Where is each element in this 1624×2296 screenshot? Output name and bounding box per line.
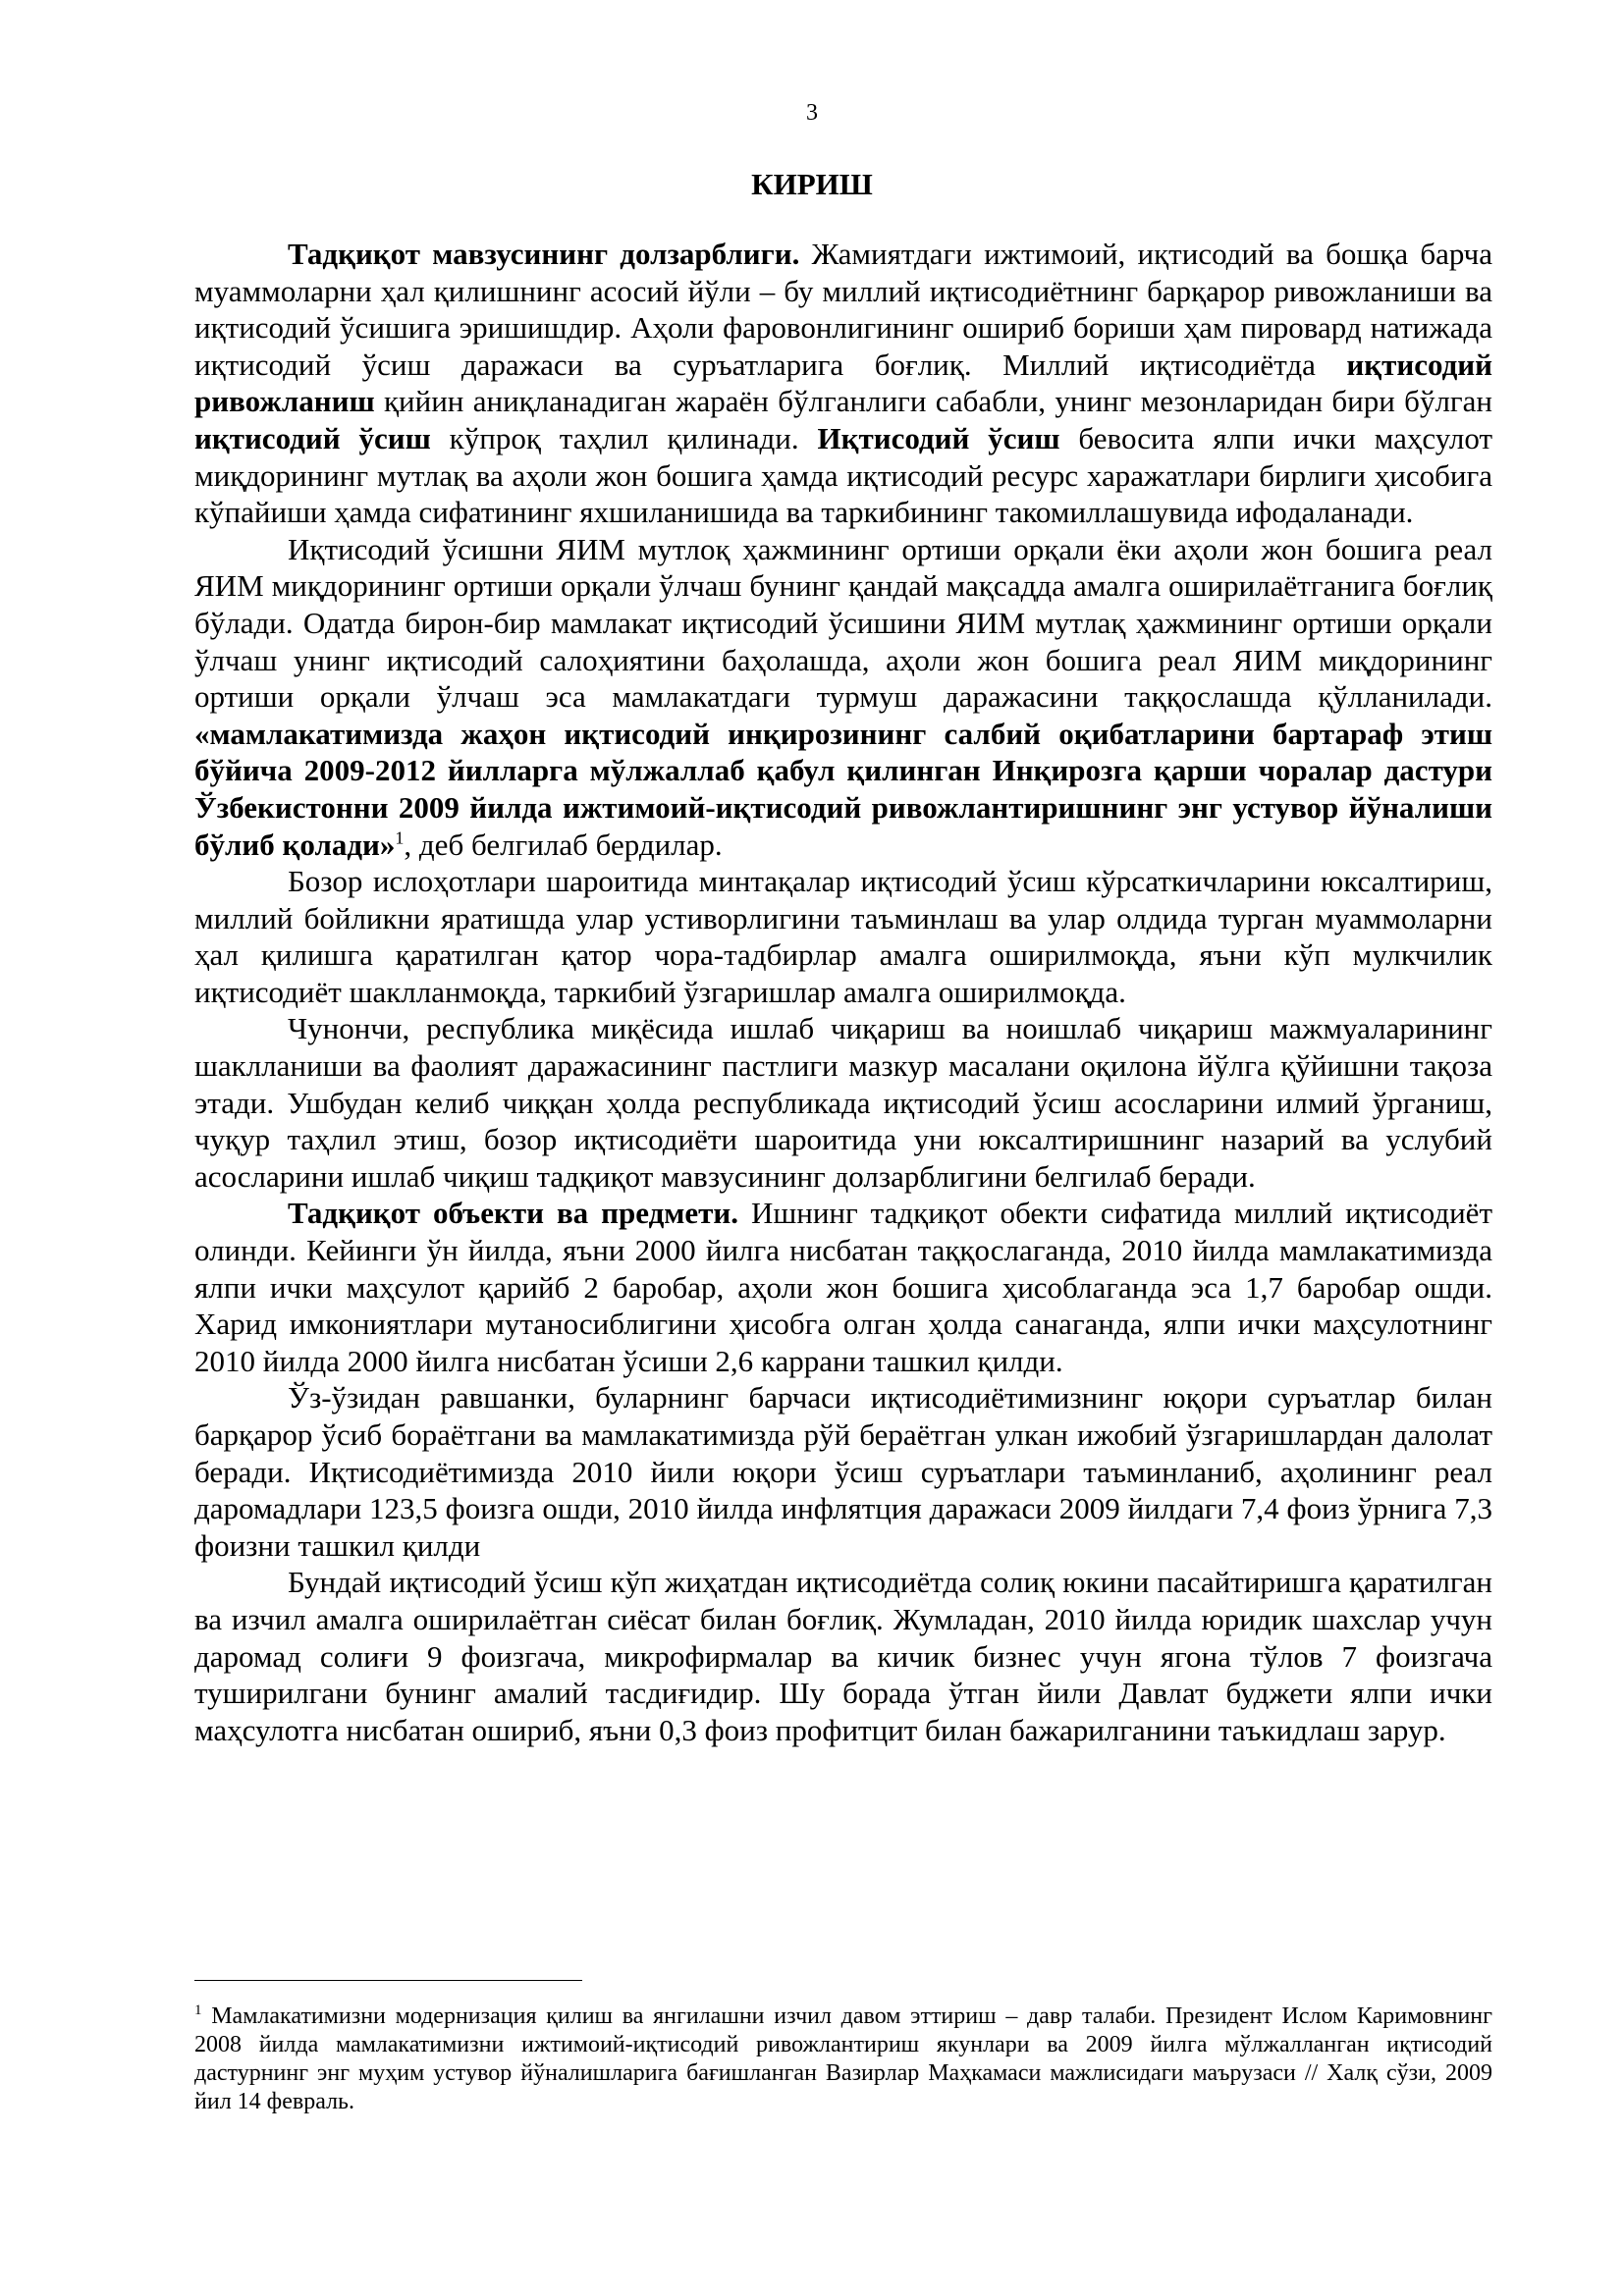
page-number: 3 <box>806 100 818 126</box>
footnote-divider <box>194 1980 582 1981</box>
bold-term: иқтисодий ривожланиш <box>194 347 1492 419</box>
footnote <box>194 2002 1492 2116</box>
bold-term: иқтисодий ўсиш <box>194 420 431 455</box>
paragraph-text: Ишнинг тадқиқот обекти сифатида миллий иқтисодиёт олинди. Кейинги ўн йилда, яъни 2000 йилга нисбатан таққослаганда, 2010 йилда мамлакатимизда ялпи ички маҳсулот қарийб 2 баробар, аҳоли жон бошига ҳисоблаганда эса 1,7 баробар ошди. Харид имкониятлари мутаносиблигини ҳисобга олган ҳолда санаганда, ялпи ички маҳсулотнинг 2010 йилда 2000 йилга нисбатан ўсиши 2,6 каррани ташкил қилди. <box>194 1196 1492 1378</box>
paragraph-object <box>194 1195 1492 1379</box>
paragraph-republic: Чунончи, республика миқёсида ишлаб чиқариш ва ноишлаб чиқариш мажмуаларининг шаклланиши ва фаолият даражасининг пастлиги мазкур масалани оқилона йўлга қўйишни тақоза этади. Ушбудан келиб чиққан ҳолда республикада иқтисодий ўсиш асосларини илмий ўрганиш, чуқур таҳлил этиш, бозор иқтисодиёти шароитида уни юксалтиришнинг назарий ва услубий асосларини ишлаб чиқиш тадқиқот мавзусининг долзарблигини белгилаб беради. <box>194 1011 1492 1194</box>
document-body <box>194 236 1492 1748</box>
bold-term: Иқтисодий ўсиш <box>817 420 1060 455</box>
paragraph-text: кўпроқ таҳлил қилинади. <box>430 420 818 455</box>
paragraph-text: қийин аниқланадиган жараён бўлганлиги сабабли, унинг мезонларидан бири бўлган <box>374 384 1492 419</box>
footnote-reference[interactable]: 1 <box>395 828 405 848</box>
footnote-text: Мамлакатимизни модернизация қилиш ва янгилашни изчил давом эттириш – давр талаби. Президент Ислом Каримовнинг 2008 йилда мамлакатимизни ижтимоий-иқтисодий ривожлантириш якунлари ва 2009 йилга мўлжалланган иқтисодий дастурнинг энг муҳим устувор йўналишларига бағишланган Вазирлар Маҳкамаси мажлисидаги маърузаси // Халқ сўзи, 2009 йил 14 февраль. <box>194 2003 1492 2114</box>
footnote-marker: 1 <box>194 2002 202 2018</box>
paragraph-text: Жамиятдаги ижтимоий, иқтисодий ва бошқа барча муаммоларни ҳал қилишнинг асосий йўли – бу миллий иқтисодиётнинг барқарор ривожланиши ва иқтисодий ўсишига эришишдир. Аҳоли фаровонлигининг ошириб бориши ҳам пировард натижада иқтисодий ўсиш даражаси ва суръатларига боғлиқ. Миллий иқтисодиётда <box>194 237 1492 382</box>
section-title: КИРИШ <box>751 167 873 201</box>
paragraph-text: Иқтисодий ўсишни ЯИМ мутлоқ ҳажмининг ортиши орқали ёки аҳоли жон бошига реал ЯИМ миқдорининг ортиши орқали ўлчаш бунинг қандай мақсадда амалга оширилаётганига боғлиқ бўлади. Одатда бирон-бир мамлакат иқтисодий ўсишини ЯИМ мутлақ ҳажмининг ортиши орқали ўлчаш унинг иқтисодий салоҳиятини баҳолашда, аҳоли жон бошига реал ЯИМ миқдорининг ортиши орқали ўлчаш эса мамлакатдаги турмуш даражасини таққослашда қўлланилади. <box>194 531 1492 715</box>
heading-object: Тадқиқот объекти ва предмети. <box>288 1196 738 1231</box>
bold-quote: «мамлакатимизда жаҳон иқтисодий инқирозининг салбий оқибатларини бартараф этиш бўйича 2009-2012 йилларга мўлжаллаб қабул қилинган Инқирозга қарши чоралар дастури Ўзбекистонни 2009 йилда ижтимоий-иқтисодий ривожлантиришнинг энг устувор йўналиши бўлиб қолади» <box>194 716 1492 862</box>
paragraph-relevance <box>194 236 1492 531</box>
paragraph-text: , деб белгилаб бердилар. <box>404 827 723 862</box>
paragraph-growth: Ўз-ўзидан равшанки, буларнинг барчаси иқтисодиётимизнинг юқори суръатлар билан барқарор ўсиб бораётгани ва мамлакатимизда рўй бераётган улкан ижобий ўзгаришлардан далолат беради. Иқтисодиётимизда 2010 йили юқори ўсиш суръатлари таъминланиб, аҳолининг реал даромадлари 123,5 фоизга ошди, 2010 йилда инфлятция даражаси 2009 йилдаги 7,4 фоиз ўрнига 7,3 фоизни ташкил қилди <box>194 1380 1492 1563</box>
paragraph-text: бевосита ялпи ички маҳсулот миқдорининг мутлақ ва аҳоли жон бошига ҳамда иқтисодий ресурс харажатлари бирлиги ҳисобига кўпайиши ҳамда сифатининг яхшиланишида ва таркибининг такомиллашувида ифодаланади. <box>194 420 1492 530</box>
paragraph-measurement <box>194 531 1492 863</box>
paragraph-tax: Бундай иқтисодий ўсиш кўп жиҳатдан иқтисодиётда солиқ юкини пасайтиришга қаратилган ва изчил амалга оширилаётган сиёсат билан боғлиқ. Жумладан, 2010 йилда юридик шахслар учун даромад солиғи 9 фоизгача, микрофирмалар ва кичик бизнес учун ягона тўлов 7 фоизгача туширилгани бунинг амалий тасдиғидир. Шу борада ўтган йили Давлат буджети ялпи ички маҳсулотга нисбатан ошириб, яъни 0,3 фоиз профитцит билан бажарилганини таъкидлаш зарур. <box>194 1565 1492 1747</box>
heading-relevance: Тадқиқот мавзусининг долзарблиги. <box>288 237 800 271</box>
paragraph-reforms: Бозор ислоҳотлари шароитида минтақалар иқтисодий ўсиш кўрсаткичларини юксалтириш, миллий бойликни яратишда улар устиворлигини таъминлаш ва улар олдида турган муаммоларни ҳал қилишга қаратилган қатор чора-тадбирлар амалга оширилмоқда, яъни кўп мулкчилик иқтисодиёт шаклланмоқда, таркибий ўзгаришлар амалга оширилмоқда. <box>194 864 1492 1009</box>
